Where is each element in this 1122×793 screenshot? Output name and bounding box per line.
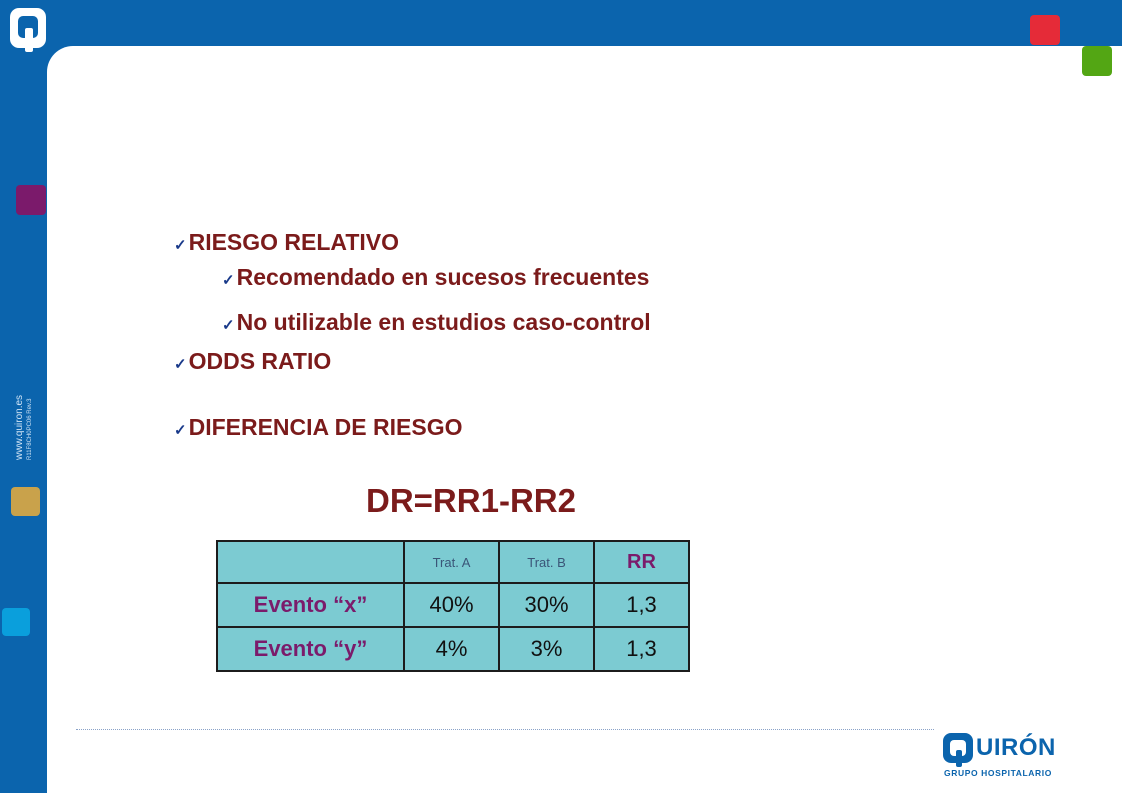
table-row-label: Evento “y” (217, 627, 404, 671)
cyan-square-icon (2, 608, 30, 636)
checkmark-icon: ✓ (174, 422, 187, 439)
table-header-cell (217, 541, 404, 583)
purple-square-icon (16, 185, 46, 215)
document-code: R11F8CH0PC06 Rev.3 (27, 398, 33, 460)
table-cell: 1,3 (594, 583, 689, 627)
table-header-cell: RR (594, 541, 689, 583)
formula-heading: DR=RR1-RR2 (366, 482, 576, 519)
table-row-label: Evento “x” (217, 583, 404, 627)
bullet-label: ODDS RATIO (188, 348, 332, 374)
top-bar (0, 0, 1122, 46)
green-square-icon (1082, 46, 1112, 76)
gold-square-icon (11, 487, 40, 516)
brand-subtitle: GRUPO HOSPITALARIO (944, 768, 1052, 778)
bullet-label: No utilizable en estudios caso-control (236, 309, 651, 335)
table-cell: 3% (499, 627, 594, 671)
red-square-icon (1030, 15, 1060, 45)
sidebar-vertical-text (14, 395, 36, 460)
checkmark-icon: ✓ (174, 356, 187, 373)
checkmark-icon: ✓ (222, 272, 235, 289)
quiron-brand-logo (940, 730, 1070, 782)
quiron-logo-q-icon (942, 732, 974, 768)
bullet-label: DIFERENCIA DE RIESGO (188, 414, 463, 440)
table-header-cell: Trat. A (404, 541, 499, 583)
bullet-odds-ratio (174, 348, 331, 375)
quiron-q-icon (8, 6, 48, 56)
bullet-recomendado (222, 264, 649, 291)
brand-name: UIRÓN (976, 734, 1056, 761)
bullet-label: RIESGO RELATIVO (188, 229, 400, 255)
table-header-row (217, 541, 689, 583)
table-cell: 30% (499, 583, 594, 627)
table-row (217, 583, 689, 627)
table-row (217, 627, 689, 671)
table-cell: 4% (404, 627, 499, 671)
footer-divider (76, 729, 934, 730)
bullet-diferencia-riesgo (174, 414, 462, 441)
bullet-label: Recomendado en sucesos frecuentes (236, 264, 650, 290)
table-header-cell: Trat. B (499, 541, 594, 583)
table-cell: 1,3 (594, 627, 689, 671)
checkmark-icon: ✓ (174, 237, 187, 254)
checkmark-icon: ✓ (222, 317, 235, 334)
bullet-riesgo-relativo (174, 229, 399, 256)
bullet-no-utilizable (222, 309, 651, 336)
website-text: www.quiron.es (14, 394, 25, 460)
risk-table (216, 540, 690, 672)
table-cell: 40% (404, 583, 499, 627)
